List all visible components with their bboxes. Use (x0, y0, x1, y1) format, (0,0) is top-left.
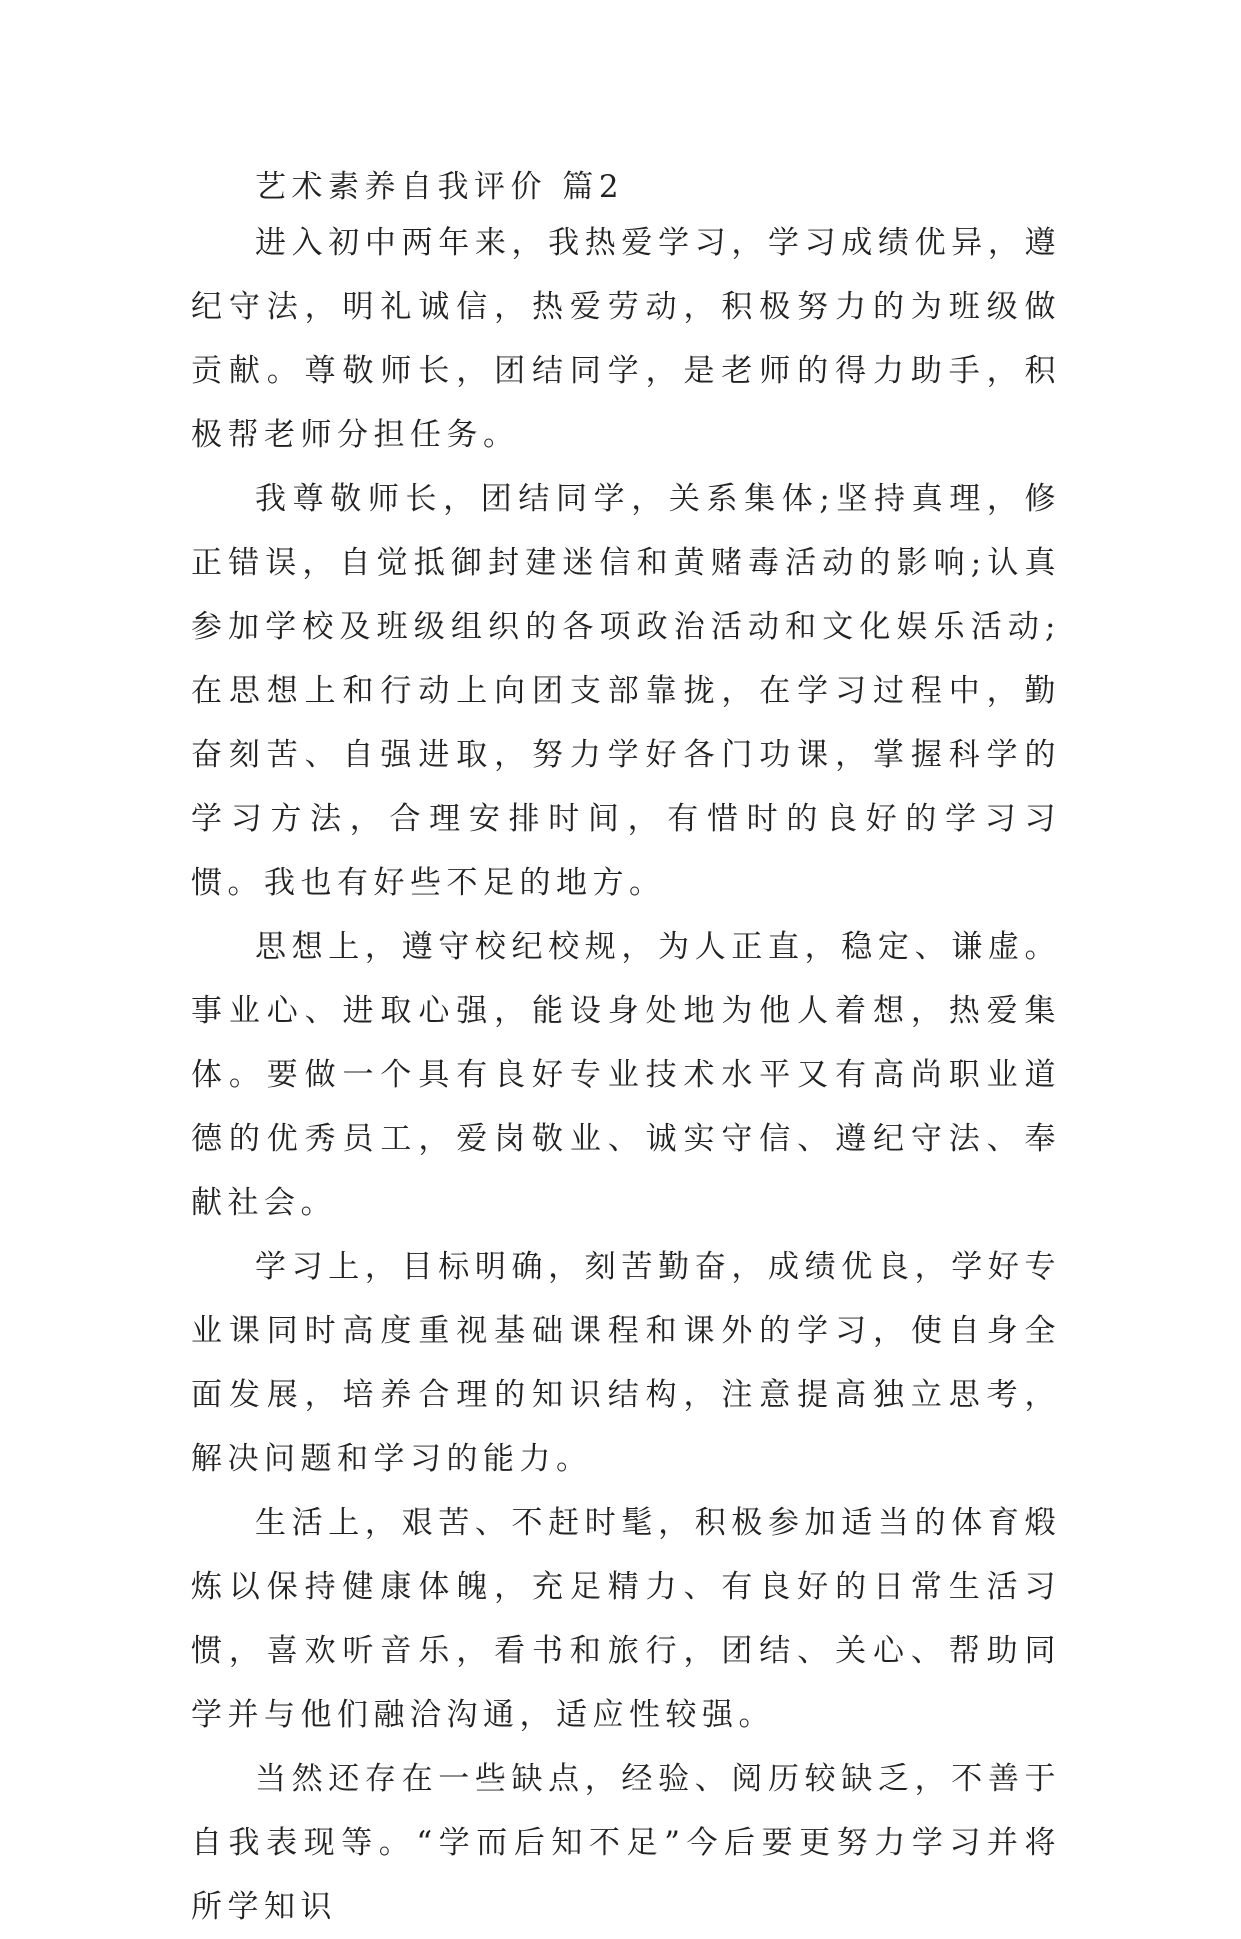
paragraph: 思想上，遵守校纪校规，为人正直，稳定、谦虚。事业心、进取心强，能设身处地为他人着想，热爱集体。要做一个具有良好专业技术水平又有高尚职业道德的优秀员工，爱岗敬业、诚实守信、遵纪守法、奉献社会。 (191, 929, 1061, 1221)
paragraph: 我尊敬师长，团结同学，关系集体;坚持真理，修正错误，自觉抵御封建迷信和黄赌毒活动的影响;认真参加学校及班级组织的各项政治活动和文化娱乐活动;在思想上和行动上向团支部靠拢，在学习过程中，勤奋刻苦、自强进取，努力学好各门功课，掌握科学的学习方法，合理安排时间，有惜时的良好的学习习惯。我也有好些不足的地方。 (191, 481, 1061, 901)
document-body (191, 163, 1061, 1939)
document-heading: 艺术素养自我评价 篇2 (255, 169, 625, 205)
paragraph: 进入初中两年来，我热爱学习，学习成绩优异，遵纪守法，明礼诚信，热爱劳动，积极努力的为班级做贡献。尊敬师长，团结同学，是老师的得力助手，积极帮老师分担任务。 (191, 225, 1061, 453)
paragraph: 学习上，目标明确，刻苦勤奋，成绩优良，学好专业课同时高度重视基础课程和课外的学习，使自身全面发展，培养合理的知识结构，注意提高独立思考，解决问题和学习的能力。 (191, 1249, 1061, 1477)
paragraph: 当然还存在一些缺点，经验、阅历较缺乏，不善于自我表现等。“学而后知不足”今后要更努力学习并将所学知识 (191, 1761, 1061, 1925)
paragraph: 生活上，艰苦、不赶时髦，积极参加适当的体育煅炼以保持健康体魄，充足精力、有良好的日常生活习惯，喜欢听音乐，看书和旅行，团结、关心、帮助同学并与他们融洽沟通，适应性较强。 (191, 1505, 1061, 1733)
